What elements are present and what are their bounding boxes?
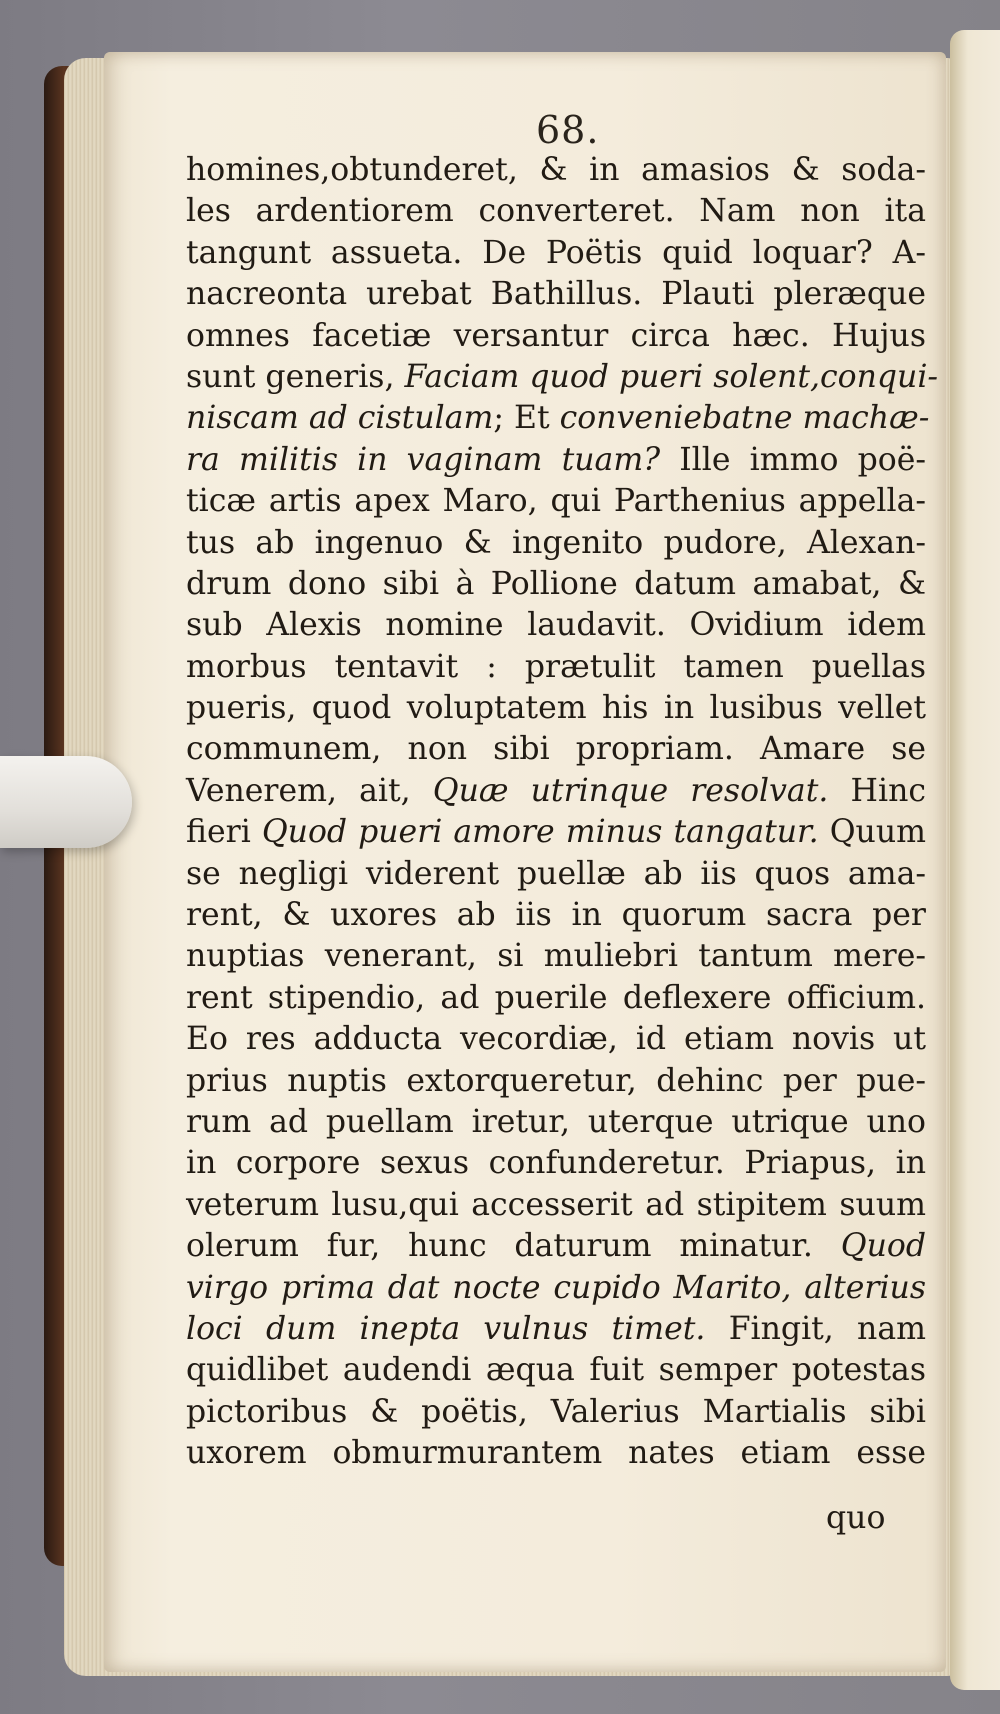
text-line [186, 854, 926, 895]
page-number: 68. [536, 108, 600, 152]
text-line [186, 1350, 926, 1391]
text-segment: olerum fur, hunc daturum minatur. [186, 1228, 841, 1265]
text-line [186, 1185, 926, 1226]
text-segment: rum ad puellam iretur, uterque utrique uno [186, 1103, 926, 1140]
page-weight-clip [0, 756, 132, 848]
text-line [186, 936, 926, 977]
text-segment: Venerem, ait, [186, 772, 433, 809]
text-line [186, 688, 926, 729]
text-segment: rent, & uxores ab iis in quorum sacra per [186, 897, 926, 934]
text-segment: Quum [818, 814, 926, 851]
text-segment: Hinc [828, 772, 926, 809]
text-segment: Fingit, nam [705, 1310, 926, 1347]
text-line [186, 647, 926, 688]
text-segment: veterum lusu,qui accesserit ad stipitem suum [186, 1186, 926, 1223]
italic-text: Quod [840, 1228, 926, 1265]
text-segment: fieri [186, 814, 262, 851]
text-segment: pueris, quod voluptatem his in lusibus vellet [186, 690, 926, 727]
text-segment: prius nuptis extorqueretur, dehinc per pue- [186, 1062, 926, 1099]
italic-text: niscam ad cistulam [186, 400, 494, 437]
text-line [186, 978, 926, 1019]
text-segment: communem, non sibi propriam. Amare se [186, 731, 926, 768]
text-line [186, 191, 926, 232]
italic-text: virgo prima dat nocte cupido Marito, alterius [186, 1269, 926, 1306]
text-segment: drum dono sibi à Pollione datum amabat, & [186, 565, 926, 602]
text-line [186, 1143, 926, 1184]
text-segment: ticæ artis apex Maro, qui Parthenius appella- [186, 483, 926, 520]
text-line [186, 150, 926, 191]
text-line [186, 357, 939, 398]
text-segment: uxorem obmurmurantem nates etiam esse [186, 1435, 926, 1472]
text-line [186, 398, 930, 439]
text-segment: omnes facetiæ versantur circa hæc. Hujus [186, 317, 926, 354]
text-line [186, 564, 926, 605]
text-line [186, 233, 926, 274]
text-segment: Eo res adducta vecordiæ, id etiam novis ut [186, 1021, 926, 1058]
text-segment: tus ab ingenuo & ingenito pudore, Alexan- [186, 524, 926, 561]
text-segment: sub Alexis nomine laudavit. Ovidium idem [186, 607, 926, 644]
text-line [186, 1433, 926, 1474]
page-text [186, 150, 939, 1475]
text-line [186, 274, 926, 315]
italic-text: Faciam quod pueri solent,conqui- [404, 358, 939, 395]
text-segment: quidlibet audendi æqua fuit semper potestas [186, 1352, 926, 1389]
text-line [186, 481, 926, 522]
text-segment: ; Et [493, 400, 560, 437]
text-line [186, 605, 926, 646]
text-line [186, 1392, 926, 1433]
italic-text: loci dum inepta vulnus timet. [186, 1310, 706, 1347]
text-segment: Ille immo poë- [660, 441, 926, 478]
text-line [186, 895, 926, 936]
italic-text: ra militis in vaginam tuam? [186, 441, 661, 478]
text-segment: pictoribus & poëtis, Valerius Martialis sibi [186, 1393, 926, 1430]
italic-text: conveniebatne machæ- [559, 400, 930, 437]
text-segment: morbus tentavit : prætulit tamen puellas [186, 648, 926, 685]
text-segment: les ardentiorem converteret. Nam non ita [186, 193, 926, 230]
text-line [186, 812, 926, 853]
text-line [186, 1226, 926, 1267]
text-line [186, 523, 926, 564]
text-line [186, 1309, 926, 1350]
text-line [186, 1102, 926, 1143]
italic-text: Quod pueri amore minus tangatur. [261, 814, 819, 851]
text-segment: homines,obtunderet, & in amasios & soda- [186, 152, 926, 188]
text-line [186, 316, 926, 357]
text-line [186, 771, 926, 812]
text-line [186, 440, 926, 481]
text-segment: sunt generis, [186, 358, 405, 395]
text-line [186, 729, 926, 770]
text-segment: nacreonta urebat Bathillus. Plauti pleræque [186, 276, 926, 313]
italic-text: Quæ utrinque resolvat. [432, 772, 829, 809]
catchword: quo [826, 1500, 886, 1536]
text-line [186, 1061, 926, 1102]
text-line [186, 1268, 926, 1309]
text-segment: nuptias venerant, si muliebri tantum mere- [186, 938, 926, 975]
text-segment: rent stipendio, ad puerile deflexere officium. [186, 979, 926, 1016]
text-line [186, 1019, 926, 1060]
text-segment: in corpore sexus confunderetur. Priapus, in [186, 1145, 926, 1182]
text-segment: se negligi viderent puellæ ab iis quos ama- [186, 855, 926, 892]
text-segment: tangunt assueta. De Poëtis quid loquar? A- [186, 234, 926, 271]
facing-page [950, 30, 1000, 1690]
